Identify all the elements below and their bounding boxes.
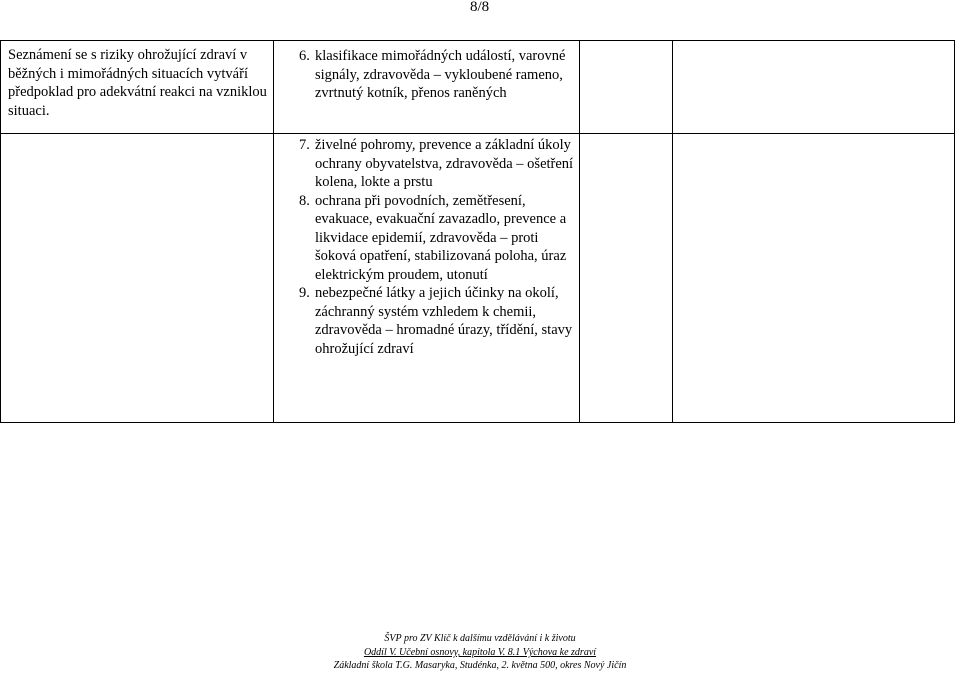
topic-text: nebezpečné látky a jejich účinky na okolí, záchranný systém vzhledem k chemii, zdravověda – hromadné úrazy, třídění, stavy ohrožující zdraví <box>315 285 573 357</box>
topic-item <box>274 192 579 285</box>
topic-number: 6. <box>299 48 310 64</box>
outcome-text: Seznámení se s riziky ohrožující zdraví v běžných i mimořádných situacích vytváří předpoklad pro adekvátní reakci na vzniklou situaci. <box>8 47 267 119</box>
empty-cell <box>673 41 955 134</box>
footer-title: ŠVP pro ZV Klíč k dalšímu vzdělávání i k životu <box>384 633 576 644</box>
page-number: 8/8 <box>470 0 490 15</box>
empty-cell <box>673 134 955 423</box>
topic-item <box>274 134 579 192</box>
footer-school: Základní škola T.G. Masaryka, Studénka, 2. května 500, okres Nový Jičín <box>333 660 627 671</box>
topic-text: živelné pohromy, prevence a základní úkoly ochrany obyvatelstva, zdravověda – ošetření kolena, lokte a prstu <box>315 137 574 190</box>
table-row <box>1 41 955 134</box>
topics-cell <box>274 134 580 423</box>
topic-item <box>274 284 579 358</box>
table-row <box>1 134 955 423</box>
topic-text: ochrana při povodních, zemětřesení, evakuace, evakuační zavazadlo, prevence a likvidace epidemií, zdravověda – proti šoková opatření, stabilizovaná poloha, úraz elektrickým proudem, utonutí <box>315 192 567 283</box>
topic-text: klasifikace mimořádných událostí, varovné signály, zdravověda – vykloubené rameno, zvrtnutý kotník, přenos raněných <box>315 48 566 101</box>
outcome-cell <box>1 41 274 134</box>
topic-number: 7. <box>299 137 310 153</box>
topic-number: 9. <box>299 285 310 301</box>
topics-cell <box>274 41 580 134</box>
topic-number: 8. <box>299 192 310 209</box>
empty-cell <box>580 41 673 134</box>
footer-section: Oddíl V. Učební osnovy, kapitola V. 8.1 Výchova ke zdraví <box>363 647 597 658</box>
empty-cell <box>580 134 673 423</box>
topic-item <box>274 41 579 103</box>
outcome-cell-empty <box>1 134 274 423</box>
curriculum-table <box>0 40 955 423</box>
